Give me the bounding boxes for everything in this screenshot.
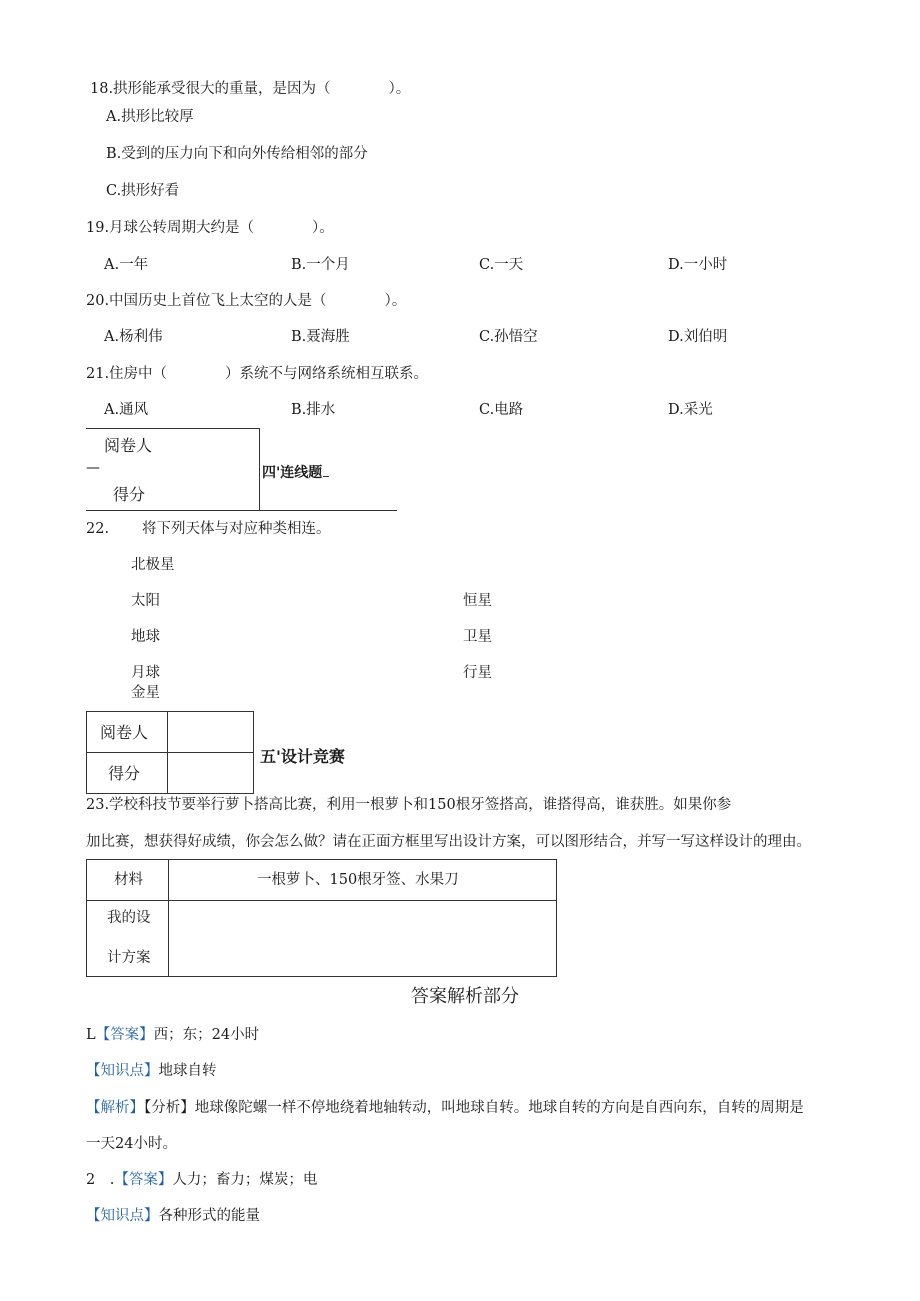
q22-left-item: 地球: [131, 629, 160, 645]
section5-title: 五'设计竞赛: [260, 747, 345, 766]
answer-1-line: L【答案】西；东；24小时: [86, 1027, 260, 1043]
q23-material-value: 一根萝卜、150根牙签、水果刀: [257, 872, 459, 888]
q22-left-item: 金星: [131, 685, 160, 701]
q18-option-c: C.拱形好看: [106, 183, 180, 199]
q18-option-b: B.受到的压力向下和向外传给相邻的部分: [106, 146, 368, 162]
q23-stem-line2: 加比赛，想获得好成绩，你会怎么做？请在正面方框里写出设计方案，可以图形结合，并写一写这样设计的理由。: [86, 834, 811, 850]
q19-option-d: D.一小时: [668, 257, 728, 273]
q19-stem: 19.月球公转周期大约是（ ）。: [86, 220, 334, 236]
q19-option-c: C.一天: [479, 257, 524, 273]
answer-2-knowledge-point: 【知识点】各种形式的能量: [86, 1208, 260, 1224]
section5-reviewer-label: 阅卷人: [100, 723, 149, 742]
q21-stem: 21.住房中（ ）系统不与网络系统相互联系。: [86, 366, 429, 382]
q20-option-a: A.杨利伟: [104, 329, 163, 345]
q21-option-c: C.电路: [479, 402, 524, 418]
q23-material-label: 材料: [114, 872, 143, 888]
q18-stem: 18.拱形能承受很大的重量，是因为（ ）。: [90, 81, 411, 97]
answer-tag: 【答案】: [95, 1027, 154, 1043]
section5-score-label: 得分: [108, 764, 141, 783]
answer-2-line: 2 .【答案】人力；畜力；煤炭；电: [86, 1172, 318, 1188]
q22-right-item: 行星: [463, 665, 492, 681]
q20-option-b: B.聂海胜: [291, 329, 350, 345]
q22-number: 22.: [86, 521, 110, 537]
q22-left-item: 北极星: [131, 557, 175, 573]
q21-option-a: A.通风: [104, 402, 149, 418]
q20-option-d: D.刘伯明: [668, 329, 728, 345]
q22-right-item: 卫星: [463, 629, 492, 645]
q19-option-a: A.一年: [104, 257, 149, 273]
q20-option-c: C.孙悟空: [479, 329, 538, 345]
q22-right-item: 恒星: [463, 593, 492, 609]
q23-design-label: 计方案: [107, 950, 151, 966]
analysis-tag: 【解析】: [86, 1100, 144, 1116]
answers-title: 答案解析部分: [411, 986, 519, 1007]
q22-left-item: 月球: [131, 665, 160, 681]
q23-design-answer-area[interactable]: [170, 902, 555, 975]
section4-reviewer-label: 阅卷人: [104, 436, 153, 455]
section4-score-label: 得分: [113, 485, 146, 504]
q21-option-b: B.排水: [291, 402, 336, 418]
answer-1-analysis: 【解析】【分析】地球像陀螺一样不停地绕着地轴转动，叫地球自转。地球自转的方向是自西向东，自转的周期是: [86, 1100, 804, 1116]
q23-design-label: 我的设: [107, 910, 151, 926]
q21-option-d: D.采光: [668, 402, 713, 418]
knowledge-point-tag: 【知识点】: [86, 1063, 159, 1079]
answer-1-knowledge-point: 【知识点】地球自转: [86, 1063, 217, 1079]
answer-tag: 【答案】: [114, 1172, 173, 1188]
q22-stem: 将下列天体与对应种类相连。: [142, 521, 331, 537]
q23-stem-line1: 23.学校科技节要举行萝卜搭高比赛，利用一根萝卜和150根牙签搭高，谁搭得高，谁获胜。如果你参: [86, 797, 732, 813]
q19-option-b: B.一个月: [291, 257, 350, 273]
section4-title: 四'连线题: [262, 466, 329, 480]
q20-stem: 20.中国历史上首位飞上太空的人是（ ）。: [86, 293, 407, 309]
answer-1-analysis-cont: 一天24小时。: [86, 1136, 177, 1152]
q22-left-item: 太阳: [131, 593, 160, 609]
section4-dash: —: [86, 460, 100, 476]
q18-option-a: A.拱形比较厚: [106, 109, 194, 125]
knowledge-point-tag: 【知识点】: [86, 1208, 159, 1224]
